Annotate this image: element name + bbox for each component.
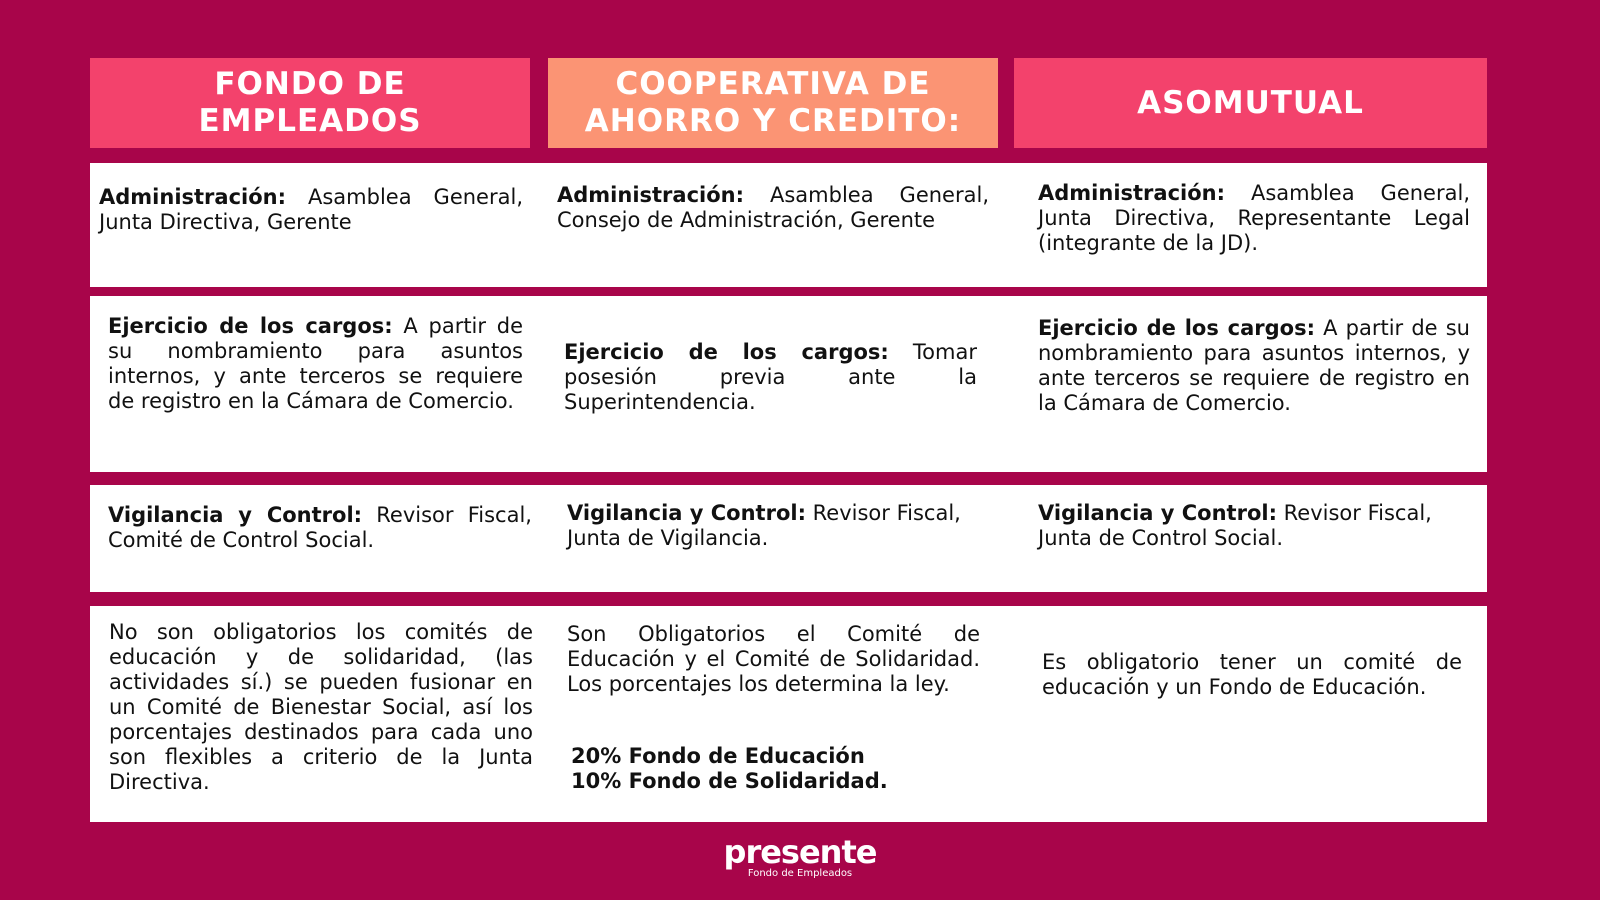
- ejercicio-label: Ejercicio de los cargos:: [108, 314, 393, 338]
- header-asomutual-label: ASOMUTUAL: [1137, 84, 1364, 121]
- fondo-educacion-percentage: 20% Fondo de Educación: [571, 744, 865, 768]
- comites-asomutual-cell: [1042, 650, 1462, 700]
- ejercicio-asomutual-text: A partir de su nombramiento para asuntos internos, y ante terceros se requiere de registro en la Cámara de Comercio.: [1038, 316, 1470, 415]
- vigilancia-label: Vigilancia y Control:: [1038, 501, 1277, 525]
- ejercicio-fondo-text: A partir de su nombramiento para asuntos internos, y ante terceros se requiere de registro en la Cámara de Comercio.: [108, 314, 523, 413]
- administracion-fondo-text: Asamblea General, Junta Directiva, Gerente: [99, 185, 523, 234]
- header-fondo-de-empleados-label: FONDO DE EMPLEADOS: [198, 66, 422, 139]
- administracion-label: Administración:: [1038, 181, 1226, 205]
- administracion-label: Administración:: [99, 185, 287, 209]
- administracion-cooperativa-text: Asamblea General, Consejo de Administración, Gerente: [557, 183, 989, 232]
- comites-cooperativa-percentages: [571, 744, 991, 794]
- header-fondo-de-empleados: [90, 58, 530, 148]
- ejercicio-asomutual-cell: [1038, 316, 1470, 416]
- ejercicio-cooperativa-cell: [564, 340, 977, 415]
- header-asomutual: [1014, 58, 1487, 148]
- logo-tagline: Fondo de Empleados: [747, 868, 853, 879]
- administracion-asomutual-text: Asamblea General, Junta Directiva, Representante Legal (integrante de la JD).: [1038, 181, 1470, 255]
- row-ejercicio-de-los-cargos: [90, 296, 1487, 472]
- vigilancia-asomutual-cell: [1038, 501, 1478, 551]
- ejercicio-cooperativa-text: Tomar posesión previa ante la Superintendencia.: [564, 340, 977, 414]
- vigilancia-cooperativa-cell: [567, 501, 1007, 551]
- administracion-asomutual-cell: [1038, 181, 1470, 256]
- comites-fondo-text: No son obligatorios los comités de educación y de solidaridad, (las actividades sí.) se pueden fusionar en un Comité de Bienestar Social, así los porcentajes destinados para cada uno son flexibles a criterio de la Junta Directiva.: [109, 620, 533, 794]
- administracion-label: Administración:: [557, 183, 745, 207]
- presente-logo: [0, 833, 1600, 880]
- ejercicio-label: Ejercicio de los cargos:: [564, 340, 889, 364]
- vigilancia-asomutual-text: Revisor Fiscal, Junta de Control Social.: [1038, 501, 1432, 550]
- comites-cooperativa-text: Son Obligatorios el Comité de Educación y el Comité de Solidaridad. Los porcentajes los determina la ley.: [567, 622, 980, 696]
- vigilancia-fondo-cell: [108, 503, 532, 553]
- row-administracion: [90, 163, 1487, 287]
- comites-cooperativa-cell: [567, 622, 980, 697]
- ejercicio-label: Ejercicio de los cargos:: [1038, 316, 1315, 340]
- administracion-cooperativa-cell: [557, 183, 989, 233]
- row-comites: [90, 606, 1487, 822]
- ejercicio-fondo-cell: [108, 314, 523, 414]
- vigilancia-fondo-text: Revisor Fiscal, Comité de Control Social.: [108, 503, 532, 552]
- fondo-solidaridad-percentage: 10% Fondo de Solidaridad.: [571, 769, 888, 793]
- header-cooperativa-label: COOPERATIVA DE AHORRO Y CREDITO:: [584, 66, 962, 139]
- administracion-fondo-cell: [99, 185, 523, 235]
- vigilancia-cooperativa-text: Revisor Fiscal, Junta de Vigilancia.: [567, 501, 961, 550]
- comites-asomutual-text: Es obligatorio tener un comité de educación y un Fondo de Educación.: [1042, 650, 1462, 699]
- comites-fondo-cell: [109, 620, 533, 795]
- vigilancia-label: Vigilancia y Control:: [567, 501, 806, 525]
- logo-brand: presente: [723, 833, 877, 871]
- header-cooperativa: [548, 58, 998, 148]
- vigilancia-label: Vigilancia y Control:: [108, 503, 363, 527]
- row-vigilancia-y-control: [90, 485, 1487, 592]
